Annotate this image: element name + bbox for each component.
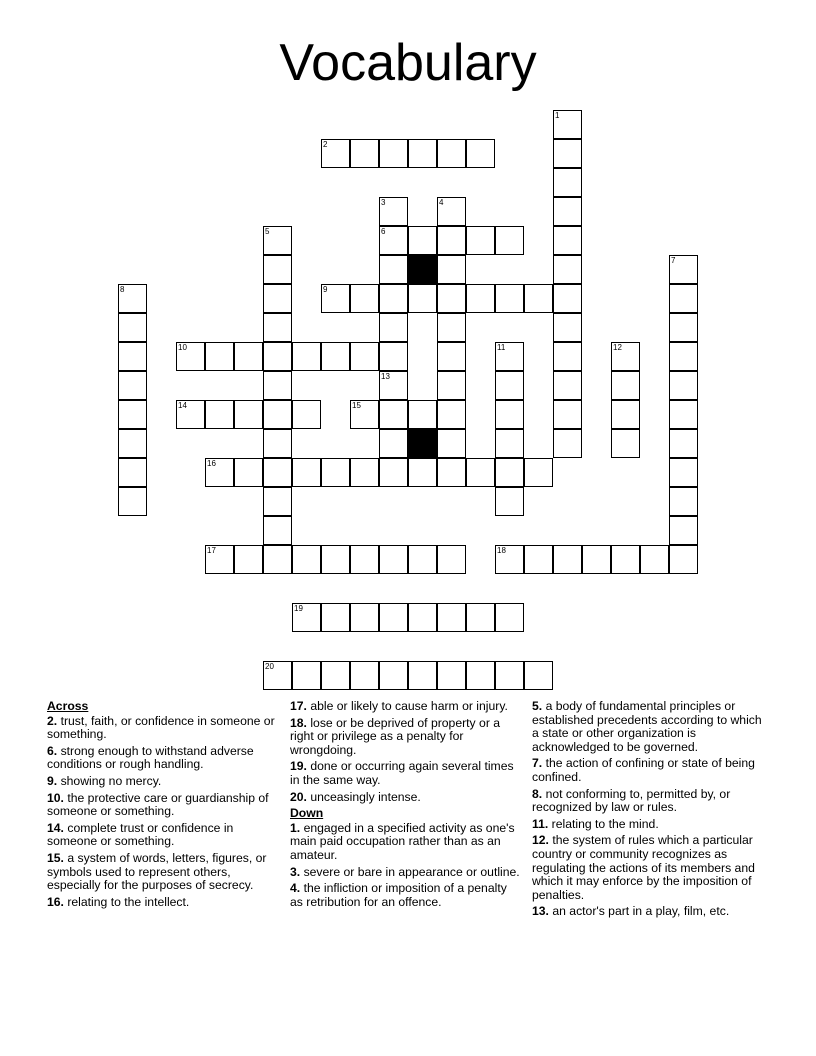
grid-cell[interactable] bbox=[379, 603, 408, 632]
clue-across-16: 16. relating to the intellect. bbox=[47, 894, 190, 909]
grid-black-square bbox=[408, 255, 437, 284]
grid-cell[interactable] bbox=[669, 400, 698, 429]
grid-cell[interactable] bbox=[350, 139, 379, 168]
grid-cell-2[interactable] bbox=[321, 139, 350, 168]
grid-cell[interactable] bbox=[379, 313, 408, 342]
grid-cell-3[interactable] bbox=[379, 197, 408, 226]
grid-cell-6[interactable] bbox=[379, 226, 408, 255]
grid-cell[interactable] bbox=[611, 429, 640, 458]
grid-cell[interactable] bbox=[379, 342, 408, 371]
grid-cell[interactable] bbox=[466, 603, 495, 632]
grid-cell[interactable] bbox=[640, 545, 669, 574]
grid-cell[interactable] bbox=[669, 458, 698, 487]
grid-cell[interactable] bbox=[263, 516, 292, 545]
grid-cell[interactable] bbox=[118, 313, 147, 342]
cell-number: 10 bbox=[178, 343, 187, 352]
grid-cell[interactable] bbox=[408, 400, 437, 429]
grid-cell[interactable] bbox=[118, 458, 147, 487]
grid-cell[interactable] bbox=[437, 545, 466, 574]
page-title: Vocabulary bbox=[279, 34, 537, 92]
clue-across-14: 14. complete trust or confidence in someone or something. bbox=[47, 820, 234, 849]
grid-cell[interactable] bbox=[234, 545, 263, 574]
clue-down-7: 7. the action of confining or state of being confined. bbox=[532, 756, 755, 784]
cell-number: 5 bbox=[265, 227, 270, 236]
cell-number: 2 bbox=[323, 140, 328, 149]
down-heading: Down bbox=[290, 806, 324, 821]
grid-cell[interactable] bbox=[379, 284, 408, 313]
grid-cell[interactable] bbox=[437, 661, 466, 690]
grid-cell-17[interactable] bbox=[205, 545, 234, 574]
grid-cell[interactable] bbox=[321, 458, 350, 487]
grid-cell[interactable] bbox=[321, 342, 350, 371]
grid-cell-12[interactable] bbox=[611, 342, 640, 371]
grid-cell[interactable] bbox=[495, 429, 524, 458]
grid-cell[interactable] bbox=[669, 516, 698, 545]
grid-cell[interactable] bbox=[437, 139, 466, 168]
grid-cell[interactable] bbox=[205, 342, 234, 371]
grid-cell[interactable] bbox=[437, 284, 466, 313]
grid-cell[interactable] bbox=[553, 284, 582, 313]
grid-cell[interactable] bbox=[350, 661, 379, 690]
grid-cell[interactable] bbox=[263, 255, 292, 284]
cell-number: 11 bbox=[497, 343, 506, 352]
grid-cell[interactable] bbox=[263, 487, 292, 516]
grid-cell[interactable] bbox=[263, 284, 292, 313]
grid-cell[interactable] bbox=[611, 400, 640, 429]
clue-down-13: 13. an actor's part in a play, film, etc. bbox=[532, 904, 730, 919]
clue-across-20: 20. unceasingly intense. bbox=[290, 789, 421, 804]
grid-cell[interactable] bbox=[408, 226, 437, 255]
clue-down-5: 5. a body of fundamental principles or established precedents according to which a state or other organization is acknowledged to be governed. bbox=[532, 699, 762, 754]
grid-cell[interactable] bbox=[408, 661, 437, 690]
grid-cell-16[interactable] bbox=[205, 458, 234, 487]
cell-number: 7 bbox=[671, 256, 676, 265]
grid-cell[interactable] bbox=[437, 226, 466, 255]
grid-cell[interactable] bbox=[669, 545, 698, 574]
cell-number: 15 bbox=[352, 401, 361, 410]
grid-cell[interactable] bbox=[118, 429, 147, 458]
grid-cell[interactable] bbox=[234, 400, 263, 429]
grid-cell[interactable] bbox=[524, 284, 553, 313]
clue-across-15: 15. a system of words, letters, figures, or symbols used to represent others, especially for the purposes of secrecy. bbox=[47, 850, 267, 893]
grid-cell-1[interactable] bbox=[553, 110, 582, 139]
grid-cell[interactable] bbox=[553, 429, 582, 458]
grid-black-square bbox=[408, 429, 437, 458]
grid-cell[interactable] bbox=[495, 284, 524, 313]
grid-cell[interactable] bbox=[495, 487, 524, 516]
grid-cell[interactable] bbox=[234, 342, 263, 371]
grid-cell[interactable] bbox=[669, 342, 698, 371]
grid-cell[interactable] bbox=[263, 313, 292, 342]
clue-across-6: 6. strong enough to withstand adverse conditions or rough handling. bbox=[47, 743, 254, 772]
grid-cell-7[interactable] bbox=[669, 255, 698, 284]
grid-cell[interactable] bbox=[495, 603, 524, 632]
grid-cell[interactable] bbox=[379, 661, 408, 690]
grid-cell[interactable] bbox=[234, 458, 263, 487]
grid-cell[interactable] bbox=[263, 400, 292, 429]
grid-cell-19[interactable] bbox=[292, 603, 321, 632]
cell-number: 1 bbox=[555, 111, 560, 120]
clue-across-19: 19. done or occurring again several times in the same way. bbox=[290, 759, 514, 787]
grid-cell[interactable] bbox=[292, 458, 321, 487]
grid-cell[interactable] bbox=[408, 458, 437, 487]
grid-cell[interactable] bbox=[408, 284, 437, 313]
cell-number: 9 bbox=[323, 285, 328, 294]
grid-cell-9[interactable] bbox=[321, 284, 350, 313]
grid-cell[interactable] bbox=[350, 284, 379, 313]
cell-number: 12 bbox=[613, 343, 622, 352]
grid-cell[interactable] bbox=[466, 661, 495, 690]
grid-cell[interactable] bbox=[437, 371, 466, 400]
grid-cell[interactable] bbox=[379, 139, 408, 168]
grid-cell[interactable] bbox=[524, 545, 553, 574]
grid-cell[interactable] bbox=[466, 284, 495, 313]
clues-column-2 bbox=[290, 700, 522, 912]
grid-cell[interactable] bbox=[466, 139, 495, 168]
clue-down-3: 3. severe or bare in appearance or outline. bbox=[290, 864, 520, 879]
grid-cell[interactable] bbox=[669, 313, 698, 342]
grid-cell-13[interactable] bbox=[379, 371, 408, 400]
grid-cell[interactable] bbox=[350, 603, 379, 632]
grid-cell[interactable] bbox=[669, 371, 698, 400]
grid-cell[interactable] bbox=[379, 429, 408, 458]
grid-cell[interactable] bbox=[437, 603, 466, 632]
grid-cell[interactable] bbox=[118, 400, 147, 429]
cell-number: 18 bbox=[497, 546, 506, 555]
grid-cell[interactable] bbox=[292, 661, 321, 690]
grid-cell[interactable] bbox=[437, 342, 466, 371]
grid-cell[interactable] bbox=[437, 255, 466, 284]
grid-cell-10[interactable] bbox=[176, 342, 205, 371]
grid-cell[interactable] bbox=[321, 661, 350, 690]
grid-cell[interactable] bbox=[524, 661, 553, 690]
grid-cell[interactable] bbox=[553, 139, 582, 168]
grid-cell[interactable] bbox=[553, 400, 582, 429]
grid-cell[interactable] bbox=[437, 400, 466, 429]
grid-cell[interactable] bbox=[292, 342, 321, 371]
grid-cell[interactable] bbox=[437, 313, 466, 342]
cell-number: 3 bbox=[381, 198, 386, 207]
grid-cell[interactable] bbox=[553, 342, 582, 371]
grid-cell[interactable] bbox=[321, 603, 350, 632]
clue-down-11: 11. relating to the mind. bbox=[532, 816, 659, 831]
grid-cell[interactable] bbox=[495, 400, 524, 429]
grid-cell[interactable] bbox=[466, 458, 495, 487]
grid-cell[interactable] bbox=[437, 458, 466, 487]
grid-cell[interactable] bbox=[524, 458, 553, 487]
grid-cell[interactable] bbox=[582, 545, 611, 574]
grid-cell[interactable] bbox=[292, 545, 321, 574]
grid-cell[interactable] bbox=[553, 168, 582, 197]
clue-down-4: 4. the infliction or imposition of a penalty as retribution for an offence. bbox=[290, 881, 507, 909]
grid-cell[interactable] bbox=[350, 458, 379, 487]
grid-cell[interactable] bbox=[495, 661, 524, 690]
grid-cell[interactable] bbox=[408, 603, 437, 632]
grid-cell[interactable] bbox=[669, 429, 698, 458]
grid-cell[interactable] bbox=[611, 545, 640, 574]
grid-cell[interactable] bbox=[553, 197, 582, 226]
grid-cell[interactable] bbox=[263, 429, 292, 458]
grid-cell[interactable] bbox=[350, 545, 379, 574]
grid-cell[interactable] bbox=[321, 545, 350, 574]
grid-cell[interactable] bbox=[466, 226, 495, 255]
clues-column-3 bbox=[532, 700, 770, 922]
grid-cell[interactable] bbox=[553, 313, 582, 342]
grid-cell[interactable] bbox=[118, 342, 147, 371]
grid-cell-4[interactable] bbox=[437, 197, 466, 226]
grid-cell[interactable] bbox=[205, 400, 234, 429]
grid-cell[interactable] bbox=[350, 342, 379, 371]
grid-cell-5[interactable] bbox=[263, 226, 292, 255]
grid-cell[interactable] bbox=[263, 545, 292, 574]
grid-cell[interactable] bbox=[263, 342, 292, 371]
cell-number: 13 bbox=[381, 372, 390, 381]
grid-cell[interactable] bbox=[263, 371, 292, 400]
grid-cell[interactable] bbox=[408, 545, 437, 574]
grid-cell[interactable] bbox=[553, 255, 582, 284]
grid-cell[interactable] bbox=[118, 371, 147, 400]
grid-cell[interactable] bbox=[379, 255, 408, 284]
cell-number: 20 bbox=[265, 662, 274, 671]
grid-cell[interactable] bbox=[379, 400, 408, 429]
clue-across-18: 18. lose or be deprived of property or a right or privilege as a penalty for wrongdoing. bbox=[290, 715, 501, 757]
grid-cell[interactable] bbox=[379, 458, 408, 487]
grid-cell[interactable] bbox=[292, 400, 321, 429]
across-heading: Across bbox=[47, 699, 89, 713]
grid-cell[interactable] bbox=[495, 458, 524, 487]
clue-across-17: 17. able or likely to cause harm or injury. bbox=[290, 699, 508, 713]
grid-cell-11[interactable] bbox=[495, 342, 524, 371]
grid-cell[interactable] bbox=[379, 545, 408, 574]
cell-number: 16 bbox=[207, 459, 216, 468]
grid-cell[interactable] bbox=[553, 371, 582, 400]
clue-down-1: 1. engaged in a specified activity as one's main paid occupation rather than as an amateur. bbox=[290, 820, 515, 862]
grid-cell[interactable] bbox=[553, 226, 582, 255]
grid-cell[interactable] bbox=[118, 487, 147, 516]
grid-cell[interactable] bbox=[495, 371, 524, 400]
grid-cell[interactable] bbox=[263, 458, 292, 487]
grid-cell[interactable] bbox=[669, 284, 698, 313]
clue-across-9: 9. showing no mercy. bbox=[47, 773, 162, 788]
cell-number: 14 bbox=[178, 401, 187, 410]
clues-column-1 bbox=[47, 700, 282, 912]
grid-cell-15[interactable] bbox=[350, 400, 379, 429]
grid-cell[interactable] bbox=[553, 545, 582, 574]
clue-down-8: 8. not conforming to, permitted by, or recognized by law or rules. bbox=[532, 786, 731, 815]
grid-cell[interactable] bbox=[495, 226, 524, 255]
grid-cell-8[interactable] bbox=[118, 284, 147, 313]
grid-cell-20[interactable] bbox=[263, 661, 292, 690]
grid-cell[interactable] bbox=[408, 139, 437, 168]
clue-across-10: 10. the protective care or guardianship of someone or something. bbox=[47, 790, 269, 819]
cell-number: 8 bbox=[120, 285, 125, 294]
cell-number: 4 bbox=[439, 198, 444, 207]
grid-cell[interactable] bbox=[669, 487, 698, 516]
grid-cell-18[interactable] bbox=[495, 545, 524, 574]
grid-cell[interactable] bbox=[437, 429, 466, 458]
cell-number: 17 bbox=[207, 546, 216, 555]
grid-cell-14[interactable] bbox=[176, 400, 205, 429]
grid-cell[interactable] bbox=[611, 371, 640, 400]
cell-number: 19 bbox=[294, 604, 303, 613]
clue-down-12: 12. the system of rules which a particular country or community recognizes as regulating the actions of its members and which it may enforce by the imposition of penalties. bbox=[532, 833, 755, 902]
clue-across-2: 2. trust, faith, or confidence in someone or something. bbox=[47, 713, 275, 742]
cell-number: 6 bbox=[381, 227, 386, 236]
